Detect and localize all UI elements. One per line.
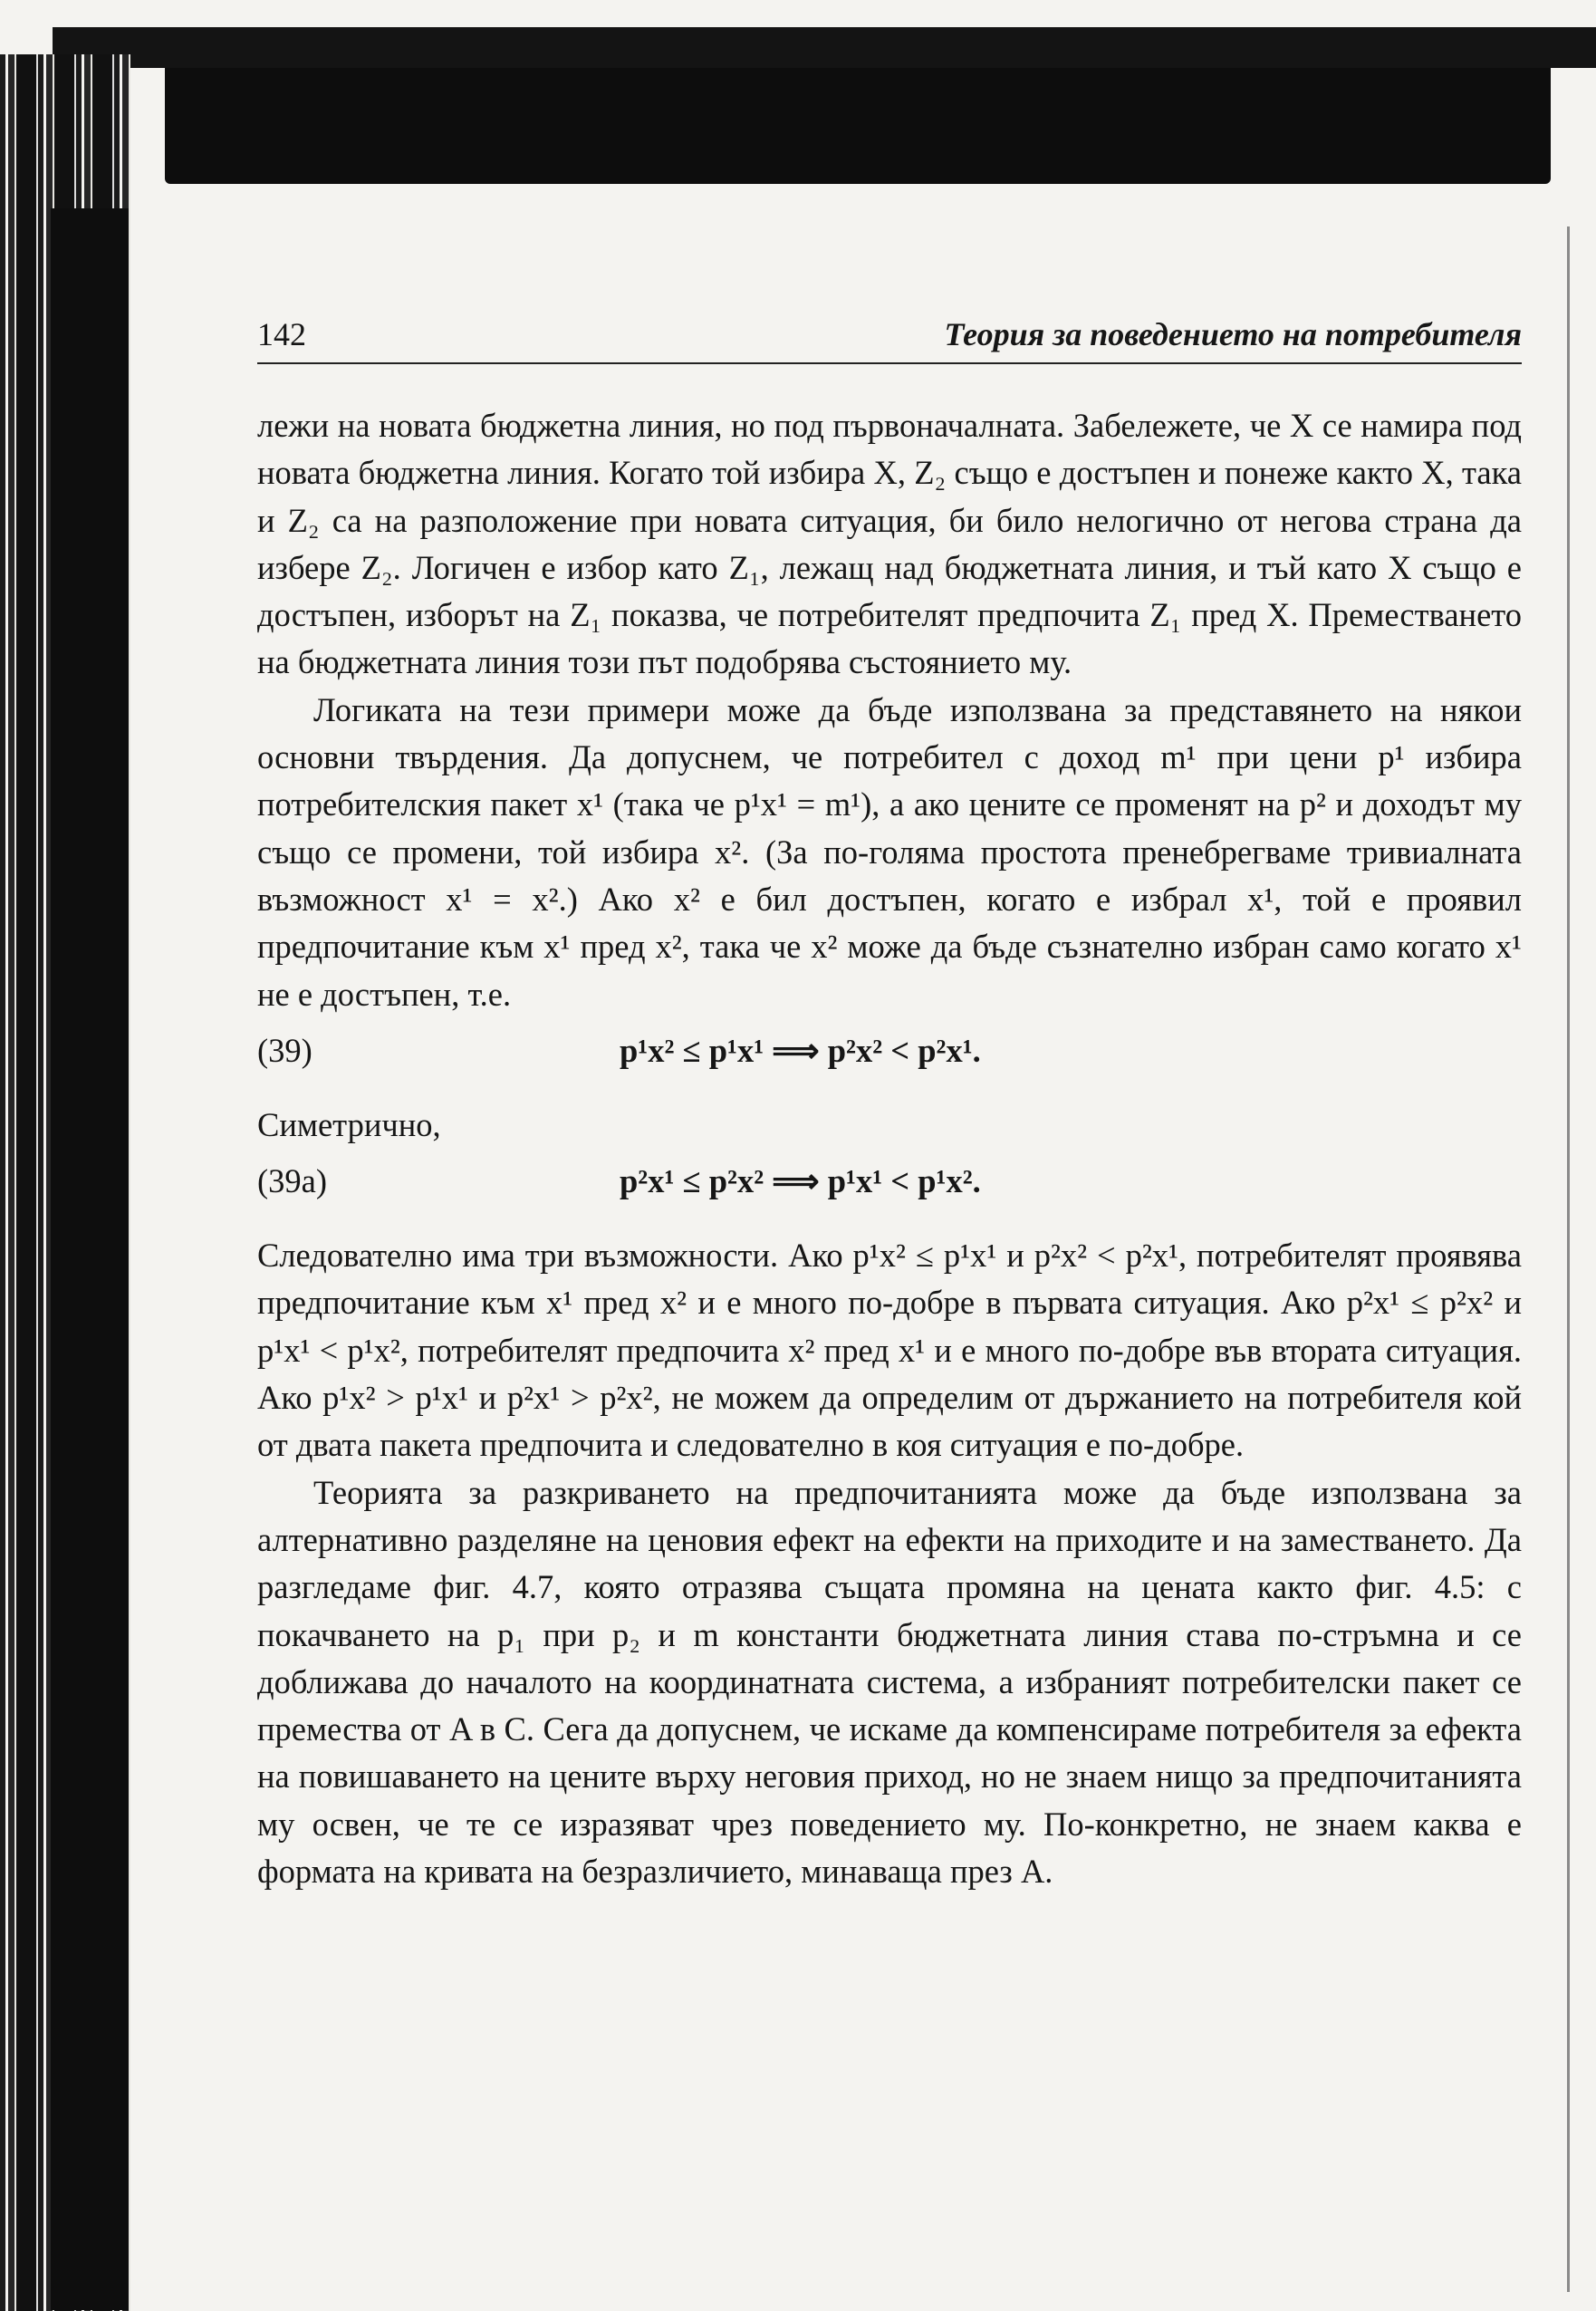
scan-right-edge	[1567, 226, 1570, 2292]
book-page	[257, 308, 1522, 1895]
page-number: 142	[257, 316, 306, 352]
equation-label: (39a)	[257, 1162, 328, 1200]
scan-top-block	[165, 68, 1551, 184]
symmetric-label: Симетрично,	[257, 1105, 441, 1143]
body-text	[257, 402, 1522, 1895]
scan-left-edge-shadow	[51, 208, 129, 2310]
running-title: Теория за поведението на потребителя	[944, 316, 1522, 352]
equation-label: (39)	[257, 1031, 312, 1069]
page-header	[257, 308, 1522, 364]
scan-top-bar	[53, 27, 1596, 68]
equation-39a	[257, 1158, 1522, 1228]
equation-formula: p¹x² ≤ p¹x¹ ⟹ p²x² < p²x¹.	[620, 1031, 981, 1069]
equation-formula: p²x¹ ≤ p²x² ⟹ p¹x¹ < p¹x².	[620, 1162, 981, 1200]
paragraph: Следователно има три възможности. Ако p¹x² ≤ p¹x¹ и p²x² < p²x¹, потребителят проявява предпочитание към x¹ пред x² и е много по-добре в първата ситуация. Ако p²x¹ ≤ p²x² и p¹x¹ < p¹x², потребителят предпочита x² пред x¹ и е много по-добре във втората ситуация. Ако p¹x² > p¹x¹ и p²x¹ > p²x², не можем да определим от държанието на потребителя кой от двата пакета предпочита и следователно в коя ситуация е по-добре.	[257, 1237, 1522, 1464]
paragraph: лежи на новата бюджетна линия, но под първоначалната. Забележете, че X се намира под новата бюджетна линия. Когато той избира X, Z₂ също е достъпен и понеже както X, така и Z₂ са на разположение при новата ситуация, би било нелогично от негова страна да избере Z₂. Логичен е избор като Z₁, лежащ над бюджетната линия, и тъй като X също е достъпен, изборът на Z₁ показва, че потребителят предпочита Z₁ пред X. Преместването на бюджетната линия този път подобрява състоянието му.	[257, 407, 1522, 681]
equation-39	[257, 1027, 1522, 1098]
paragraph: Логиката на тези примери може да бъде използвана за представянето на някои основни твърдения. Да допуснем, че потребител с доход m¹ при цени p¹ избира потребителския пакет x¹ (така че p¹x¹ = m¹), а ако цените се променят на p² и доходът му също се промени, той избира x². (За по-голяма простота пренебрегваме тривиалната възможност x¹ = x².) Ако x² е бил достъпен, когато е избрал x¹, той е проявил предпочитание към x¹ пред x², така че x² може да бъде съзнателно избран само когато x¹ не е достъпен, т.е.	[257, 690, 1522, 1013]
paragraph: Теорията за разкриването на предпочитанията може да бъде използвана за алтернативно разделяне на ценовия ефект на ефекти на приходите и на заместването. Да разгледаме фиг. 4.7, която отразява същата промяна на цената както фиг. 4.5: с покачването на p₁ при p₂ и m константи бюджетната линия става по-стръмна и се доближава до началото на координатната система, а избраният потребителски пакет се премества от A в C. Сега да допуснем, че искаме да компенсираме потребителя за ефекта на повишаването на цените върху неговия приход, но не знаем нищо за предпочитанията му освен, че те се изразяват чрез поведението му. По-конкретно, не знаем каква е формата на кривата на безразличието, минаваща през A.	[257, 1473, 1522, 1891]
